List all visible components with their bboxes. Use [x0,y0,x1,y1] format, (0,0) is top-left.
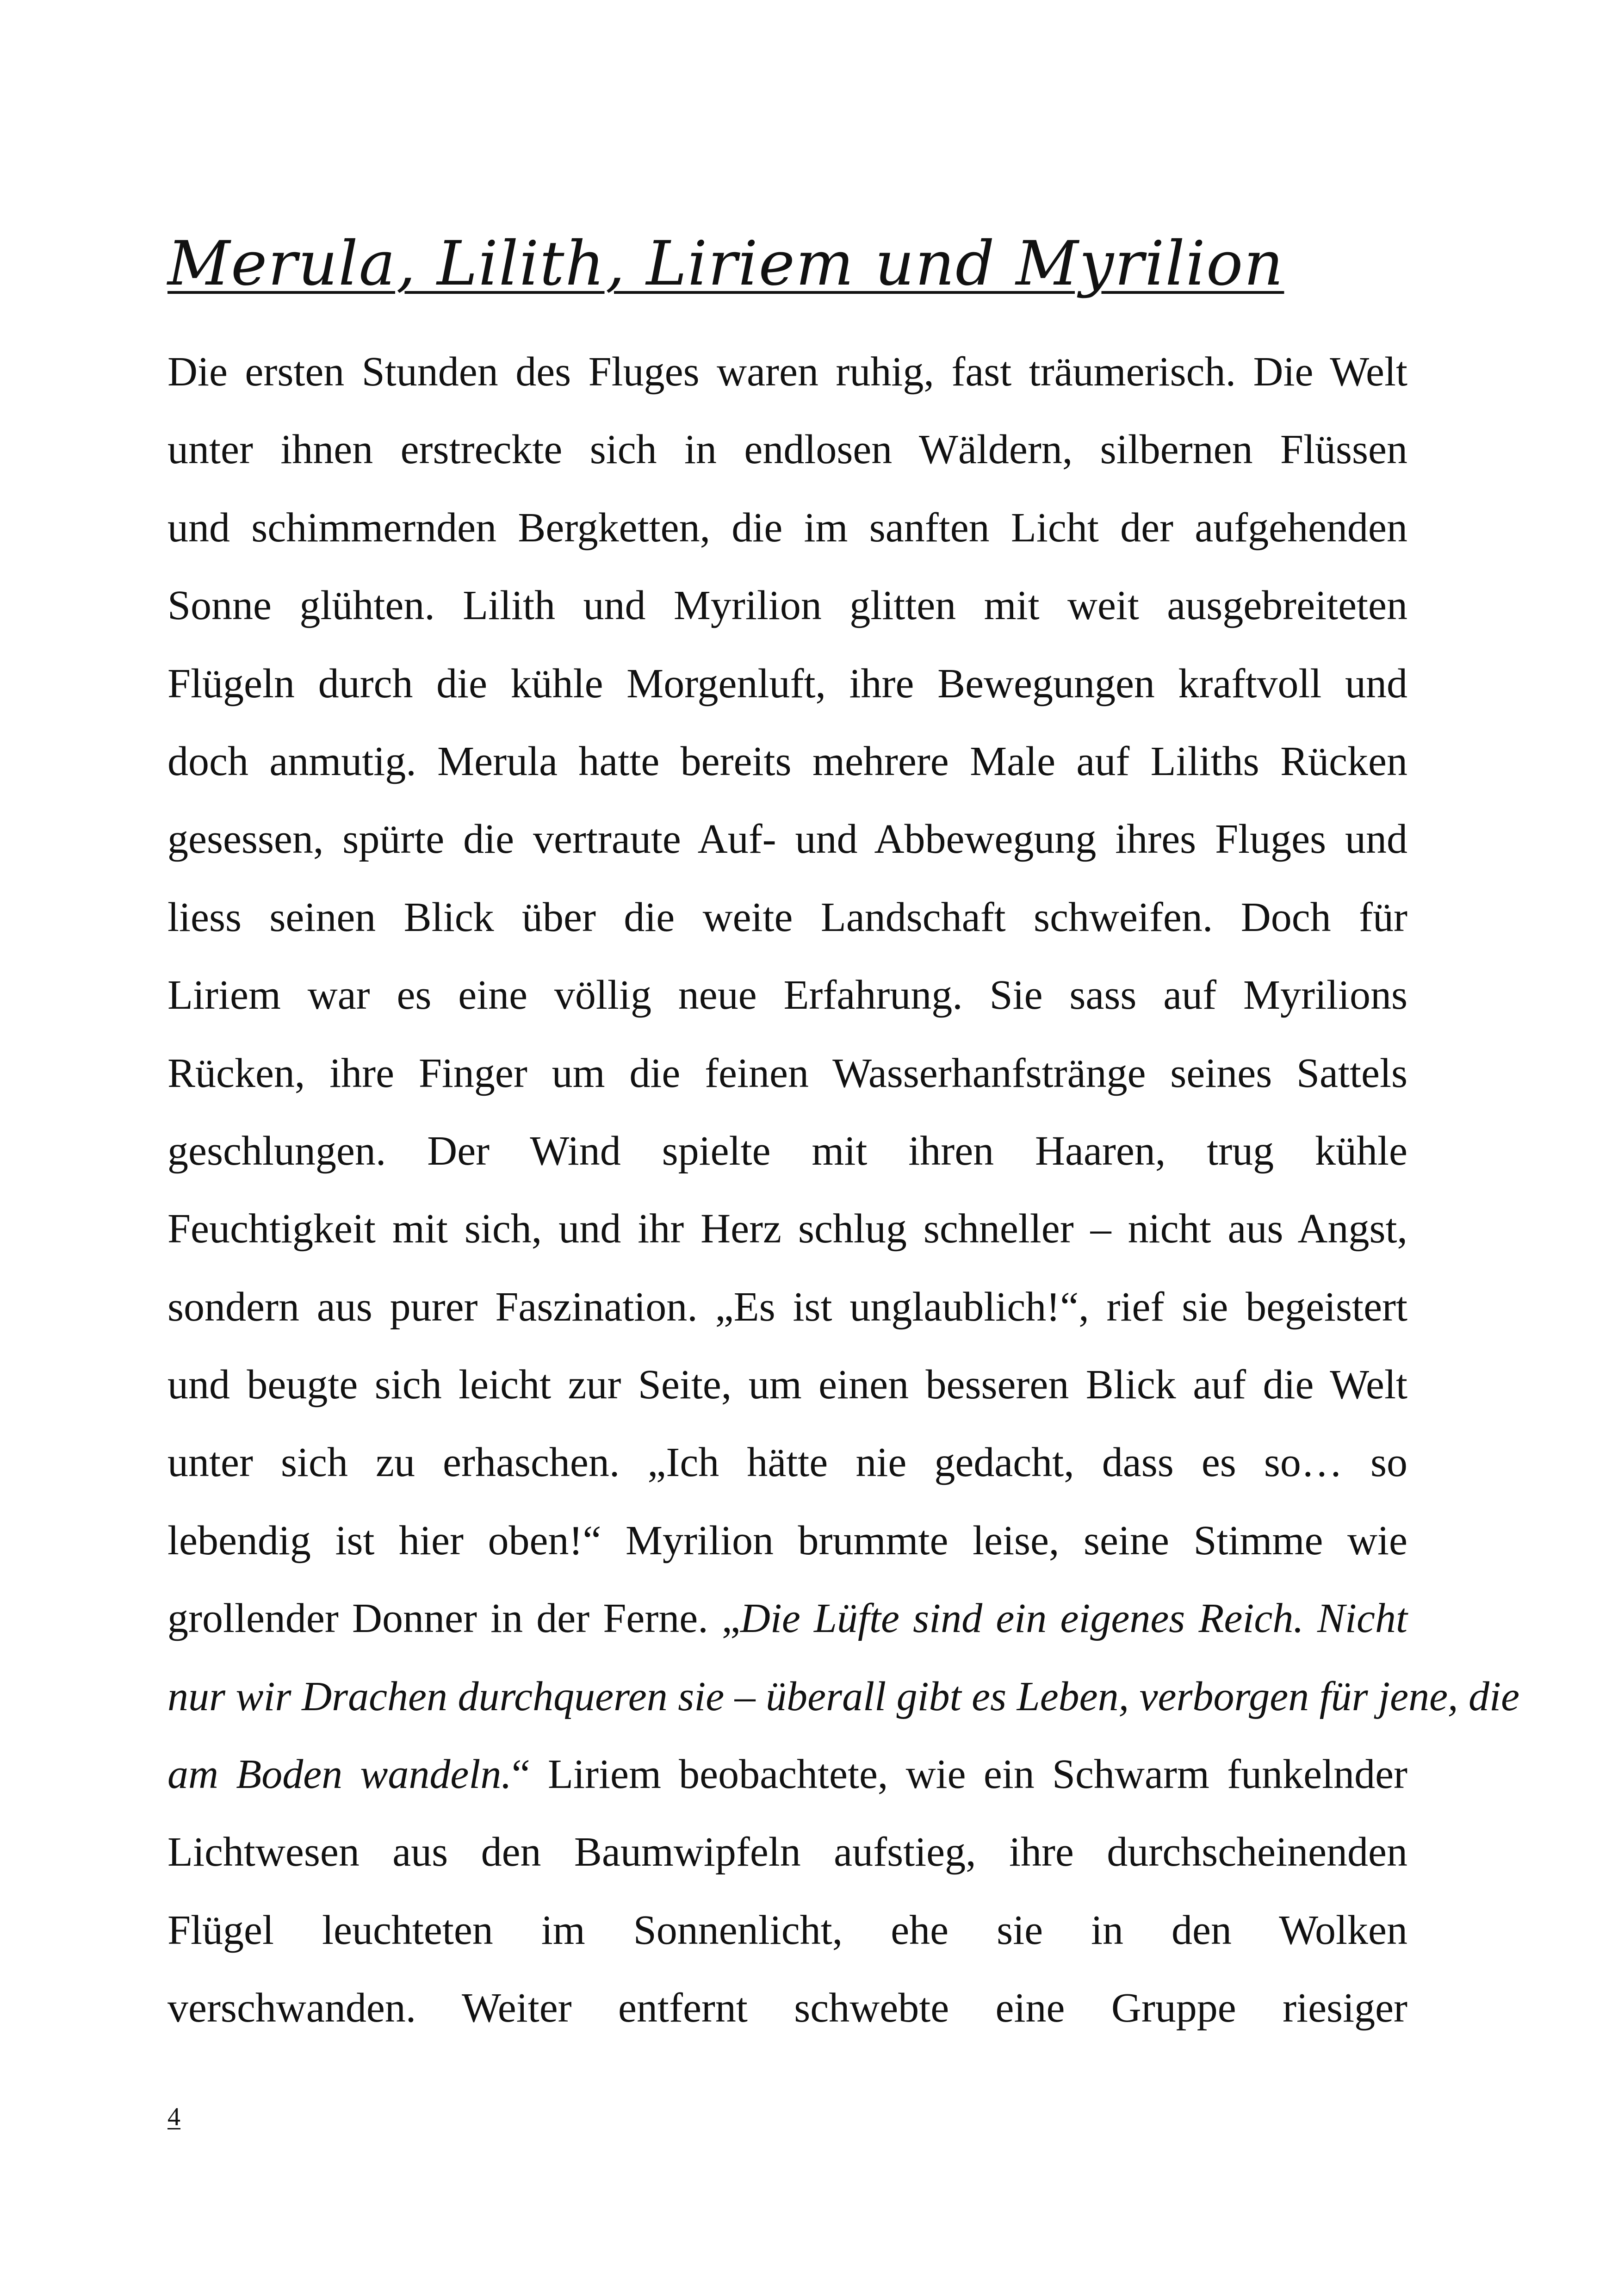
text-segment: grollender Donner in der Ferne. „ [167,1595,740,1642]
text-segment: Liriem war es eine völlig neue Erfahrung. Sie sass auf Myrilions [167,972,1407,1018]
text-line [167,879,1407,956]
text-line [167,1502,1407,1580]
text-segment: Flügel leuchteten im Sonnenlicht, ehe sie in den Wolken [167,1907,1407,1953]
text-segment: Rücken, ihre Finger um die feinen Wasserhanfstränge seines Sattels [167,1050,1407,1096]
text-segment: geschlungen. Der Wind spielte mit ihren Haaren, trug kühle [167,1128,1407,1174]
text-line [167,411,1407,489]
text-segment: Flügeln durch die kühle Morgenluft, ihre Bewegungen kraftvoll und [167,660,1407,707]
text-segment: lebendig ist hier oben!“ Myrilion brummte leise, seine Stimme wie [167,1517,1407,1564]
text-segment: und schimmernden Bergketten, die im sanften Licht der aufgehenden [167,504,1407,551]
text-line [167,1035,1407,1112]
text-line [167,723,1407,800]
chapter-title: Merula, Lilith, Liriem und Myrilion [167,228,1284,299]
text-segment: unter ihnen erstreckte sich in endlosen Wäldern, silbernen Flüssen [167,427,1407,473]
body-paragraph [167,333,1520,2048]
text-line [167,1424,1407,1502]
text-line [167,1892,1407,1969]
text-line [167,489,1407,567]
text-line [167,645,1407,723]
text-line [167,1580,1407,1657]
text-segment: liess seinen Blick über die weite Landschaft schweifen. Doch für [167,894,1407,940]
text-segment: unter sich zu erhaschen. „Ich hätte nie gedacht, dass es so… so [167,1440,1407,1486]
text-line [167,1268,1407,1346]
text-line [167,1813,1407,1891]
italic-text-segment: am Boden wandeln. [167,1751,512,1798]
text-segment: Die ersten Stunden des Fluges waren ruhig, fast träumerisch. Die Welt [167,349,1407,395]
text-segment: verschwanden. Weiter entfernt schwebte eine Gruppe riesiger [167,1985,1407,2031]
text-segment: gesessen, spürte die vertraute Auf- und Abbewegung ihres Fluges und [167,816,1407,863]
page-number: 4 [167,2103,180,2131]
italic-text-segment: Die Lüfte sind ein eigenes Reich. Nicht [740,1595,1407,1642]
text-line [167,333,1407,411]
text-line [167,1112,1407,1190]
text-segment: doch anmutig. Merula hatte bereits mehrere Male auf Liliths Rücken [167,738,1407,784]
text-line [167,567,1407,645]
text-line [167,956,1407,1034]
text-line [167,1736,1407,1813]
text-segment: “ Liriem beobachtete, wie ein Schwarm funkelnder [511,1751,1407,1798]
text-segment: und beugte sich leicht zur Seite, um einen besseren Blick auf die Welt [167,1362,1407,1408]
text-line [167,1969,1407,2047]
text-line [167,800,1407,878]
italic-text-segment: nur wir Drachen durchqueren sie – überall gibt es Leben, verborgen für jene, die [167,1673,1520,1719]
text-segment: Lichtwesen aus den Baumwipfeln aufstieg, ihre durchscheinenden [167,1829,1407,1875]
text-segment: sondern aus purer Faszination. „Es ist unglaublich!“, rief sie begeistert [167,1284,1407,1330]
text-line [167,1190,1407,1268]
text-segment: Feuchtigkeit mit sich, und ihr Herz schlug schneller – nicht aus Angst, [167,1206,1407,1252]
text-segment: Sonne glühten. Lilith und Myrilion glitten mit weit ausgebreiteten [167,583,1407,629]
text-line [167,1346,1407,1424]
text-line [167,1658,1520,1736]
